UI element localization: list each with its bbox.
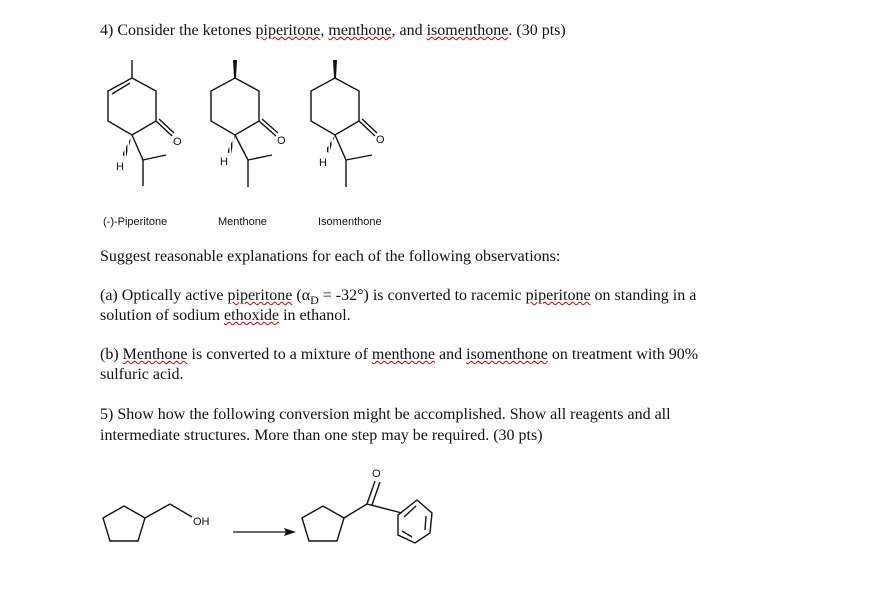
part-b-line-1: (b) Menthone is converted to a mixture of menthone and isomenthone on treatment with 90% (100, 346, 699, 363)
instruction-text: Suggest reasonable explanations for each of the following observations: (100, 248, 561, 265)
question-5-line-1: 5) Show how the following conversion might be accomplished. Show all reagents and all (100, 406, 671, 423)
isomenthone-wedge-methyl (333, 60, 337, 78)
question-4-title: 4) Consider the ketones piperitone, menthone, and isomenthone. (30 pts) (100, 22, 566, 39)
hydroxyl-label: OH (193, 516, 210, 528)
spell-flag-word: piperitone (525, 287, 591, 304)
question-5-line-2: intermediate structures. More than one step may be required. (30 pts) (100, 427, 543, 444)
menthone-hydrogen: H (220, 156, 228, 168)
part-a-line-2: solution of sodium ethoxide in ethanol. (100, 307, 351, 324)
scheme-product (302, 481, 432, 543)
spell-flag-word: ethoxide (224, 307, 280, 324)
carbonyl-oxygen-label: O (372, 468, 381, 480)
spell-flag-word: piperitone (255, 22, 321, 39)
part-b-line-2: sulfuric acid. (100, 366, 184, 383)
spell-flag-word: menthone (328, 22, 392, 39)
spell-flag-word: isomenthone (466, 346, 548, 363)
piperitone-hydrogen: H (116, 161, 124, 173)
piperitone-oxygen: O (173, 136, 182, 148)
menthone-wedge-methyl (233, 60, 237, 78)
part-a-line-1: (a) Optically active piperitone $(\alpha_D = -32^\circ)$ is converted to racemic piperitone on standing in a (100, 287, 697, 308)
scheme-reactant (103, 504, 192, 541)
isomenthone-structure (311, 78, 377, 187)
menthone-structure (211, 78, 278, 187)
menthone-hash-bond (227, 135, 235, 154)
alpha-symbol: α (301, 287, 311, 304)
isomenthone-hash-bond (325, 135, 335, 153)
isomenthone-oxygen: O (376, 134, 385, 146)
label-isomenthone: Isomenthone (318, 216, 382, 228)
label-piperitone: (-)-Piperitone (103, 216, 168, 228)
isomenthone-hydrogen: H (319, 157, 327, 169)
spell-flag-word: Menthone (122, 346, 188, 363)
spell-flag-word: menthone (371, 346, 436, 363)
label-menthone: Menthone (218, 216, 267, 228)
spell-flag-word: isomenthone (426, 22, 509, 39)
menthone-oxygen: O (277, 135, 286, 147)
spell-flag-word: piperitone (227, 287, 293, 304)
